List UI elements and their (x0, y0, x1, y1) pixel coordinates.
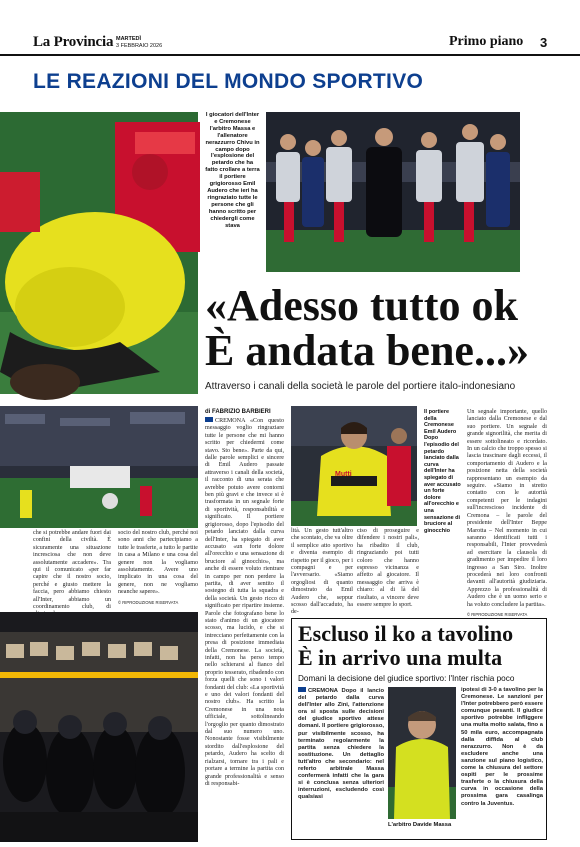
photo-goalkeeper-down (0, 112, 198, 394)
byline: di FABRIZIO BARBIERI (205, 409, 271, 415)
main-body-col3: CREMONA «Con questo messaggio voglio ringraziare tutte le persone che mi hanno scritto per chiedermi come stavo. Sto bene». Parte da qui, dalle parole semplici e sincere di Emil Audero passate attraverso i canali della società, il racconto di una serata che avrebbe potuto avere contorni ben più gravi e che invece si è trasformata in un segnale forte di sportività, responsabilità e significato. Il portiere grigiorosso, dopo l'episodio del petardo lanciato dalla curva dell'Inter, ha spiegato di aver accusato «un forte dolore all'orecchio e una sensazione di bruciore al ginocchio», ma anche di essere voluto rientrare in campo per non perdere la partita, di aver sentito il sostegno di tutta la squadra e della società. Un gesto ricco di significato per ripartire insieme. Parole che fotografano bene lo stato d'animo di un giocatore scosso, ma lucido, e che si intrecciano perfettamente con la presa di posizione immediata della Cremonese. La società, infatti, non ha perso tempo nello schierarsi al fianco del proprio tesserato, ribadendo con forza quelli che sono i valori fondanti del club: «La sportività e uno dei valori fondanti del nostro club». Ha scritto la Cremonese in una nota ufficiale, sottolineando l'orgoglio per quanto dimostrato dal suo numero uno. Nonostante fosse visibilmente stordito dall'esplosione del petardo, Audero ha scelto di rialzarsi, tornare tra i pali e portare a termine la partita con grande professionalità e senso di responsabi- (205, 418, 284, 787)
main-body-col4: lità. Un gesto tutt'altro che scontato, che va oltre il semplice atto sportivo e diventa esempio di rispetto per il gioco, per i compagni e per l'avversario. «Siamo orgogliosi di quanto dimostrato da Emil Audero che, seppur scosso dall'accaduto, ha de- (291, 528, 353, 616)
section-title: LE REAZIONI DEL MONDO SPORTIVO (33, 70, 424, 93)
main-body-col2: socio del nostro club, perché noi sono anni che partecipiamo a tutte le trasferte, a tutto le partite in casa a Milano e una cosa del genere non la vogliamo assolutamente. Avere uno implicato in una cosa del genere, non ne vogliamo neanche sapere». © RIPRODUZIONE RISERVATA (118, 530, 198, 605)
main-body-col5: ciso di proseguire e difendere i nostri pali», ha ribadito il club, ringraziando poi tutti coloro che hanno espresso vicinanza e affetto al giocatore. Il messaggio che arriva è chiaro: al di là del risultato, a vincere deve essere sempre lo sport. (357, 528, 419, 609)
side-headline-line2: È in arrivo una multa (298, 645, 503, 670)
dateline-marker (205, 417, 213, 422)
photo-stadium-art (0, 406, 198, 528)
masthead: La Provincia (33, 34, 114, 50)
main-body-col1: che si potrebbe andare fuori dai confini della civiltà. È sicuramente una situazione incresciosa che non deve assolutamente accadere». Tra qui il comunicato «per far capire che il nostro socio, perché e giusto mettere la faccia, pero abbiamo chiesto all'Inter, abbiamo un coordinamento club, di (33, 530, 111, 611)
main-subtitle: Attraverso i canali della società le parole del portiere italo-indonesiano (205, 381, 516, 392)
photo-police-art (0, 612, 198, 842)
photo-audero-art (291, 406, 417, 526)
side-subtitle: Domani la decisione del giudice sportivo: l'Inter rischia poco (298, 674, 515, 683)
photo-audero (291, 406, 417, 526)
photo-referee (388, 687, 456, 819)
side-dateline-marker (298, 687, 306, 692)
audero-caption: Il portiere della Cremonese Emil Audero Dopo l'episodio del petardo lanciato dalla curva dell'Inter ha spiegato di aver accusato un forte dolore all'orecchio e una sensazione di bruciore al ginocchio (424, 409, 461, 534)
page-number: 3 (540, 35, 548, 50)
header-date: 3 FEBBRAIO 2026 (116, 43, 163, 49)
photo-police-crowd (0, 612, 198, 842)
side-headline-line1: Escluso il ko a tavolino (298, 621, 514, 646)
main-headline-line2: È andata bene...» (205, 326, 529, 375)
photo1-caption: I giocatori dell'Inter e Cremonese l'arbitro Massa e l'allenatore nerazzurro Chivu in campo dopo l'esplosione del petardo che ha fatto crollare a terra il portiere grigiorosso Emil Audero che ieri ha ringraziato tutte le persone che gli hanno scritto per chiedergli come stava (205, 112, 260, 229)
copyright-note-2: © RIPRODUZIONE RISERVATA (467, 611, 528, 617)
photo-players-art (266, 112, 520, 272)
copyright-note-1: © RIPRODUZIONE RISERVATA (118, 599, 179, 605)
main-body-col6: Un segnale importante, quello lanciato dalla Cremonese e dal suo portiere. Un segnale di grande signorilità, che merita di essere sottolineato e ricordato. In un calcio che troppo spesso si lascia trascinare dagli eccessi, il comportamento di Audero e la posizione netta della società rappresentano un esempio da seguire. «Siamo in stretto contatto con le autorità competenti per le indagini sull'increscioso incidente di Cremona – le parole del presidente dell'Inter Beppe Marotta – Nel momento in cui saranno identificati tutti i responsabili, l'Inter provvederà ad esercitare la clausola di gradimento per impedire il loro ingresso a San Siro. Inoltre procederà nei loro confronti davanti all'autorità giudiziaria. Apprezzo la professionalità di Audero che è un uomo serio e ha voluto concludere la partita». © RIPRODUZIONE RISERVATA (467, 409, 547, 617)
photo-sponsor-text: Mutti (335, 471, 352, 478)
photo-players-group (266, 112, 520, 272)
header-day: MARTEDÌ (116, 36, 142, 42)
photo-stadium-curva (0, 406, 198, 528)
side-body-col1: CREMONA Dopo il lancio del petardo dalla curva dell'Inter allo Zini, l'attenzione ora si sposta sulle decisioni del giudice sportivo attese domani. Il portiere grigiorosso, pur visibilmente scosso, ha terminato regolarmente la partita senza chiedere la sostituzione. Un dettaglio tutt'altro che secondario: nel referto arbitrale Massa confermerà infatti che la gara si è conclusa senza ulteriori interruzioni, escludendo così qualsiasi (298, 688, 384, 801)
main-headline-line1: «Adesso tutto ok (205, 281, 518, 330)
photo-referee-art (388, 687, 456, 819)
referee-caption: L'arbitro Davide Massa (388, 822, 452, 828)
section-label: Primo piano (449, 34, 524, 49)
side-body-col2: ipotesi di 3-0 a tavolino per la Cremonese. Le sanzioni per l'Inter potrebbero però essere comunque pesanti. Il giudice sportivo potrebbe infliggere una multa molto salata, fino a 50 mila euro, accompagnata dalla diffida al club nerazzurro. Non è da escludere anche una sanzione sul piano logistico, come la chiusura del settore ospiti per le prossime trasferte o la chiusura della curva in occasione della prossima gara casalinga contro la Juventus. (461, 687, 543, 807)
photo-goalkeeper-art (0, 112, 198, 394)
header-rule (0, 54, 580, 56)
